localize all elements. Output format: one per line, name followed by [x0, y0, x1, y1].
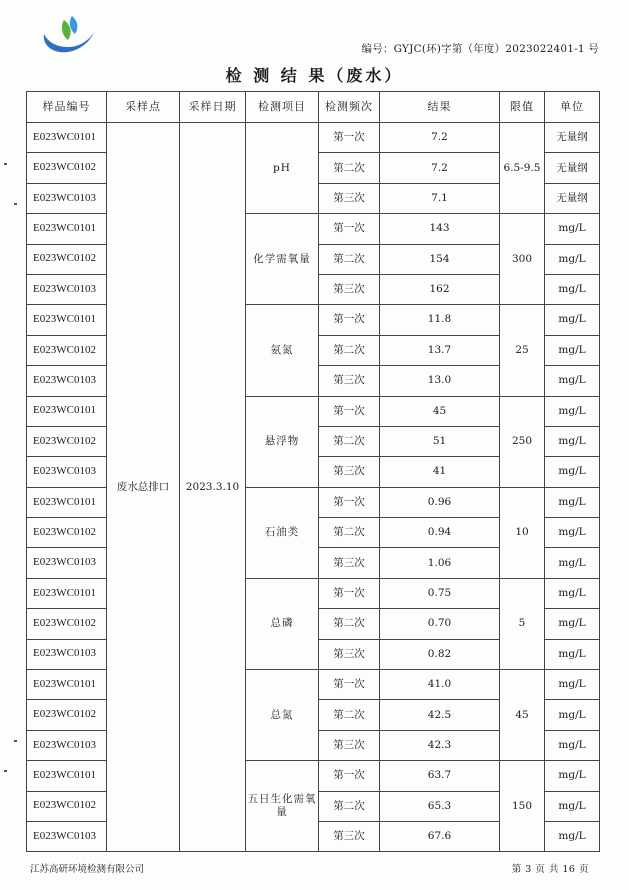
unit-cell: mg/L: [545, 518, 600, 548]
result-cell: 63.7: [380, 761, 500, 791]
result-cell: 162: [380, 274, 500, 304]
frequency-cell: 第二次: [319, 153, 380, 183]
sample-id-cell: E023WC0103: [27, 639, 107, 669]
results-table: [26, 91, 600, 852]
unit-cell: 无量纲: [545, 123, 600, 153]
sample-id-cell: E023WC0102: [27, 426, 107, 456]
limit-cell: 150: [500, 761, 545, 852]
header-cell: 采样日期: [180, 92, 246, 123]
sample-id-cell: E023WC0103: [27, 730, 107, 760]
unit-cell: mg/L: [545, 609, 600, 639]
sampling-point-cell: 废水总排口: [107, 123, 180, 852]
frequency-cell: 第三次: [319, 274, 380, 304]
frequency-cell: 第一次: [319, 305, 380, 335]
unit-cell: 无量纲: [545, 183, 600, 213]
header-cell: 单位: [545, 92, 600, 123]
sample-id-cell: E023WC0103: [27, 274, 107, 304]
result-cell: 7.2: [380, 123, 500, 153]
limit-cell: 6.5-9.5: [500, 123, 545, 214]
frequency-cell: 第一次: [319, 487, 380, 517]
unit-cell: mg/L: [545, 335, 600, 365]
result-cell: 65.3: [380, 791, 500, 821]
sample-id-cell: E023WC0103: [27, 821, 107, 851]
sample-id-cell: E023WC0101: [27, 123, 107, 153]
frequency-cell: 第一次: [319, 396, 380, 426]
unit-cell: mg/L: [545, 821, 600, 851]
scan-mark: [4, 770, 7, 772]
frequency-cell: 第二次: [319, 335, 380, 365]
unit-cell: mg/L: [545, 305, 600, 335]
unit-cell: mg/L: [545, 548, 600, 578]
result-cell: 154: [380, 244, 500, 274]
page-number: 第 3 页 共 16 页: [511, 864, 589, 875]
sample-id-cell: E023WC0102: [27, 244, 107, 274]
result-cell: 42.3: [380, 730, 500, 760]
unit-cell: mg/L: [545, 730, 600, 760]
result-cell: 0.82: [380, 639, 500, 669]
frequency-cell: 第一次: [319, 670, 380, 700]
result-cell: 11.8: [380, 305, 500, 335]
sample-id-cell: E023WC0103: [27, 183, 107, 213]
unit-cell: mg/L: [545, 670, 600, 700]
result-cell: 67.6: [380, 821, 500, 851]
frequency-cell: 第二次: [319, 518, 380, 548]
sample-id-cell: E023WC0101: [27, 487, 107, 517]
frequency-cell: 第二次: [319, 609, 380, 639]
unit-cell: mg/L: [545, 457, 600, 487]
result-cell: 45: [380, 396, 500, 426]
sample-id-cell: E023WC0101: [27, 396, 107, 426]
table-body: [27, 123, 600, 852]
unit-cell: mg/L: [545, 396, 600, 426]
result-cell: 7.2: [380, 153, 500, 183]
result-cell: 41: [380, 457, 500, 487]
page-title: 检 测 结 果（废水）: [225, 66, 404, 85]
unit-cell: mg/L: [545, 366, 600, 396]
limit-cell: 250: [500, 396, 545, 487]
unit-cell: mg/L: [545, 487, 600, 517]
limit-cell: 25: [500, 305, 545, 396]
table-row: [27, 123, 600, 153]
test-item-cell: 石油类: [246, 487, 319, 578]
header-cell: 结果: [380, 92, 500, 123]
sample-id-cell: E023WC0102: [27, 518, 107, 548]
test-item-cell: pH: [246, 123, 319, 214]
frequency-cell: 第一次: [319, 123, 380, 153]
table-header-row: [27, 92, 600, 123]
logo-leaf2-icon: [70, 16, 78, 34]
sample-id-cell: E023WC0101: [27, 670, 107, 700]
limit-cell: 10: [500, 487, 545, 578]
result-cell: 51: [380, 426, 500, 456]
scan-mark: [14, 740, 17, 742]
unit-cell: mg/L: [545, 578, 600, 608]
test-item-cell: 五日生化需氧量: [246, 761, 319, 852]
frequency-cell: 第三次: [319, 183, 380, 213]
result-cell: 0.75: [380, 578, 500, 608]
result-cell: 143: [380, 214, 500, 244]
test-item-cell: 总氮: [246, 670, 319, 761]
frequency-cell: 第二次: [319, 244, 380, 274]
sample-id-cell: E023WC0102: [27, 791, 107, 821]
result-cell: 7.1: [380, 183, 500, 213]
sampling-date-cell: 2023.3.10: [180, 123, 246, 852]
frequency-cell: 第三次: [319, 548, 380, 578]
unit-cell: 无量纲: [545, 153, 600, 183]
limit-cell: 45: [500, 670, 545, 761]
test-item-cell: 总磷: [246, 578, 319, 669]
header-cell: 检测项目: [246, 92, 319, 123]
frequency-cell: 第三次: [319, 639, 380, 669]
unit-cell: mg/L: [545, 700, 600, 730]
unit-cell: mg/L: [545, 639, 600, 669]
result-cell: 13.7: [380, 335, 500, 365]
sample-id-cell: E023WC0103: [27, 548, 107, 578]
header-cell: 限值: [500, 92, 545, 123]
header-cell: 检测频次: [319, 92, 380, 123]
scan-mark: [14, 203, 17, 205]
frequency-cell: 第三次: [319, 366, 380, 396]
result-cell: 0.70: [380, 609, 500, 639]
test-item-cell: 悬浮物: [246, 396, 319, 487]
scan-mark: [4, 163, 7, 165]
sample-id-cell: E023WC0101: [27, 578, 107, 608]
result-cell: 0.94: [380, 518, 500, 548]
test-item-cell: 化学需氧量: [246, 214, 319, 305]
company-logo: [38, 12, 98, 58]
sample-id-cell: E023WC0102: [27, 335, 107, 365]
sample-id-cell: E023WC0103: [27, 457, 107, 487]
unit-cell: mg/L: [545, 244, 600, 274]
result-cell: 42.5: [380, 700, 500, 730]
sample-id-cell: E023WC0101: [27, 305, 107, 335]
frequency-cell: 第一次: [319, 214, 380, 244]
frequency-cell: 第二次: [319, 426, 380, 456]
result-cell: 41.0: [380, 670, 500, 700]
result-cell: 1.06: [380, 548, 500, 578]
frequency-cell: 第二次: [319, 700, 380, 730]
sample-id-cell: E023WC0101: [27, 214, 107, 244]
header-cell: 采样点: [107, 92, 180, 123]
frequency-cell: 第三次: [319, 457, 380, 487]
frequency-cell: 第二次: [319, 791, 380, 821]
sample-id-cell: E023WC0102: [27, 609, 107, 639]
test-item-cell: 氨氮: [246, 305, 319, 396]
header-cell: 样品编号: [27, 92, 107, 123]
result-cell: 0.96: [380, 487, 500, 517]
frequency-cell: 第一次: [319, 578, 380, 608]
limit-cell: 300: [500, 214, 545, 305]
sample-id-cell: E023WC0102: [27, 700, 107, 730]
sample-id-cell: E023WC0102: [27, 153, 107, 183]
document-number: 编号：GYJC(环)字第（年度）2023022401-1 号: [361, 43, 599, 55]
logo-leaf-icon: [62, 20, 71, 40]
limit-cell: 5: [500, 578, 545, 669]
unit-cell: mg/L: [545, 274, 600, 304]
unit-cell: mg/L: [545, 426, 600, 456]
company-name: 江苏高研环境检测有限公司: [30, 864, 145, 875]
frequency-cell: 第一次: [319, 761, 380, 791]
unit-cell: mg/L: [545, 791, 600, 821]
sample-id-cell: E023WC0103: [27, 366, 107, 396]
frequency-cell: 第三次: [319, 821, 380, 851]
sample-id-cell: E023WC0101: [27, 761, 107, 791]
frequency-cell: 第三次: [319, 730, 380, 760]
result-cell: 13.0: [380, 366, 500, 396]
unit-cell: mg/L: [545, 214, 600, 244]
unit-cell: mg/L: [545, 761, 600, 791]
